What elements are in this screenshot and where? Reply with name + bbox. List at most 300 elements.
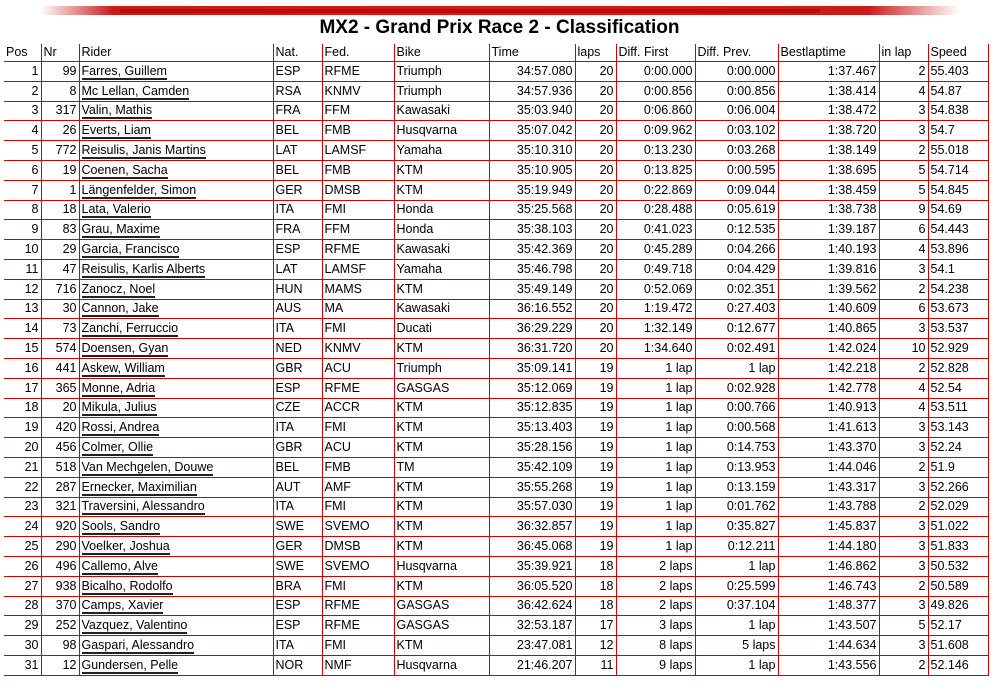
rider-link[interactable]: Everts, Liam [81, 123, 151, 138]
cell-bike: KTM [394, 339, 489, 359]
rider-link[interactable]: Voelker, Joshua [81, 539, 170, 554]
cell-fed: FMI [322, 319, 394, 339]
cell-laps: 17 [575, 616, 616, 636]
cell-bestlaptime: 1:38.720 [778, 121, 879, 141]
cell-diff-first: 1 lap [616, 537, 695, 557]
cell-bestlaptime: 1:48.377 [778, 596, 879, 616]
header-nat: Nat. [273, 44, 322, 62]
cell-rider [79, 160, 273, 180]
cell-pos: 24 [4, 517, 41, 537]
cell-in-lap: 10 [879, 339, 928, 359]
cell-fed: ACU [322, 358, 394, 378]
cell-laps: 19 [575, 517, 616, 537]
rider-link[interactable]: Rossi, Andrea [81, 420, 160, 435]
cell-bestlaptime: 1:46.743 [778, 576, 879, 596]
table-row [4, 537, 988, 557]
cell-bestlaptime: 1:40.865 [778, 319, 879, 339]
cell-laps: 19 [575, 497, 616, 517]
cell-diff-first: 1 lap [616, 497, 695, 517]
cell-laps: 20 [575, 279, 616, 299]
cell-diff-prev: 0:06.004 [695, 101, 778, 121]
cell-nat: GBR [273, 438, 322, 458]
header-rider: Rider [79, 44, 273, 62]
cell-time: 35:28.156 [489, 438, 575, 458]
cell-speed: 51.022 [928, 517, 988, 537]
cell-bike: Yamaha [394, 259, 489, 279]
cell-diff-prev: 0:02.351 [695, 279, 778, 299]
cell-bestlaptime: 1:43.556 [778, 655, 879, 675]
cell-diff-first: 8 laps [616, 636, 695, 656]
cell-fed: KNMV [322, 81, 394, 101]
cell-nat: SWE [273, 517, 322, 537]
table-row [4, 121, 988, 141]
cell-time: 35:55.268 [489, 477, 575, 497]
cell-diff-first: 0:22.869 [616, 180, 695, 200]
cell-time: 35:39.921 [489, 556, 575, 576]
cell-nat: FRA [273, 220, 322, 240]
cell-nat: AUS [273, 299, 322, 319]
cell-bike: KTM [394, 180, 489, 200]
table-row [4, 418, 988, 438]
rider-link[interactable]: Grau, Maxime [81, 222, 160, 237]
rider-link[interactable]: Colmer, Ollie [81, 440, 154, 455]
cell-diff-first: 0:00.000 [616, 62, 695, 82]
cell-diff-first: 2 laps [616, 576, 695, 596]
cell-fed: RFME [322, 596, 394, 616]
rider-link[interactable]: Askew, William [81, 360, 165, 375]
table-row [4, 497, 988, 517]
cell-diff-first: 0:06.860 [616, 101, 695, 121]
cell-laps: 20 [575, 101, 616, 121]
table-row [4, 141, 988, 161]
cell-rider [79, 101, 273, 121]
cell-nat: ITA [273, 319, 322, 339]
cell-speed: 54.87 [928, 81, 988, 101]
cell-bike: KTM [394, 477, 489, 497]
cell-fed: SVEMO [322, 556, 394, 576]
rider-link[interactable]: Gundersen, Pelle [81, 657, 179, 672]
cell-laps: 20 [575, 180, 616, 200]
rider-link[interactable]: Reisulis, Janis Martins [81, 143, 206, 158]
table-row [4, 517, 988, 537]
rider-link[interactable]: Zanocz, Noel [81, 281, 156, 296]
cell-speed: 53.511 [928, 398, 988, 418]
cell-diff-prev: 0:04.266 [695, 240, 778, 260]
cell-diff-first: 1 lap [616, 378, 695, 398]
cell-speed: 51.9 [928, 457, 988, 477]
table-row [4, 556, 988, 576]
header-fed: Fed. [322, 44, 394, 62]
cell-speed: 52.828 [928, 358, 988, 378]
cell-diff-first: 0:45.289 [616, 240, 695, 260]
cell-diff-first: 1 lap [616, 457, 695, 477]
table-row [4, 477, 988, 497]
table-row [4, 220, 988, 240]
rider-link[interactable]: Doensen, Gyan [81, 341, 169, 356]
cell-nr: 252 [41, 616, 79, 636]
cell-bestlaptime: 1:42.218 [778, 358, 879, 378]
cell-rider [79, 517, 273, 537]
cell-bike: KTM [394, 517, 489, 537]
rider-link[interactable]: Ernecker, Maximilian [81, 479, 197, 494]
cell-bike: KTM [394, 497, 489, 517]
cell-nr: 456 [41, 438, 79, 458]
cell-nr: 19 [41, 160, 79, 180]
table-row [4, 299, 988, 319]
cell-bestlaptime: 1:38.472 [778, 101, 879, 121]
cell-pos: 17 [4, 378, 41, 398]
cell-diff-first: 0:28.488 [616, 200, 695, 220]
cell-in-lap: 3 [879, 537, 928, 557]
cell-rider [79, 636, 273, 656]
cell-bestlaptime: 1:38.149 [778, 141, 879, 161]
cell-speed: 49.826 [928, 596, 988, 616]
cell-rider [79, 457, 273, 477]
cell-fed: FMI [322, 636, 394, 656]
cell-bike: TM [394, 457, 489, 477]
cell-bestlaptime: 1:45.837 [778, 517, 879, 537]
header-pos: Pos [4, 44, 41, 62]
cell-rider [79, 319, 273, 339]
cell-bestlaptime: 1:39.562 [778, 279, 879, 299]
cell-in-lap: 3 [879, 517, 928, 537]
cell-nr: 321 [41, 497, 79, 517]
cell-rider [79, 299, 273, 319]
cell-speed: 54.443 [928, 220, 988, 240]
cell-nat: HUN [273, 279, 322, 299]
cell-fed: FMI [322, 418, 394, 438]
cell-diff-first: 1 lap [616, 358, 695, 378]
rider-link[interactable]: Coenen, Sacha [81, 162, 168, 177]
cell-diff-first: 1 lap [616, 418, 695, 438]
cell-bestlaptime: 1:39.816 [778, 259, 879, 279]
cell-speed: 51.833 [928, 537, 988, 557]
cell-in-lap: 5 [879, 180, 928, 200]
cell-diff-prev: 0:12.211 [695, 537, 778, 557]
cell-rider [79, 81, 273, 101]
cell-bike: Kawasaki [394, 101, 489, 121]
cell-rider [79, 616, 273, 636]
rider-link[interactable]: Lata, Valerio [81, 202, 151, 217]
cell-bike: Triumph [394, 358, 489, 378]
classification-table [4, 44, 989, 676]
cell-diff-first: 3 laps [616, 616, 695, 636]
cell-nr: 370 [41, 596, 79, 616]
cell-in-lap: 3 [879, 636, 928, 656]
header-laps: laps [575, 44, 616, 62]
rider-link[interactable]: Garcia, Francisco [81, 242, 180, 257]
rider-link[interactable]: Vazquez, Valentino [81, 618, 188, 633]
table-row [4, 576, 988, 596]
cell-diff-first: 1 lap [616, 398, 695, 418]
cell-nat: ESP [273, 62, 322, 82]
cell-pos: 31 [4, 655, 41, 675]
rider-link[interactable]: Monne, Adria [81, 380, 156, 395]
cell-pos: 25 [4, 537, 41, 557]
rider-link[interactable]: Van Mechgelen, Douwe [81, 459, 214, 474]
cell-speed: 53.537 [928, 319, 988, 339]
cell-laps: 19 [575, 457, 616, 477]
rider-link[interactable]: Sools, Sandro [81, 519, 161, 534]
cell-bestlaptime: 1:43.317 [778, 477, 879, 497]
cell-rider [79, 477, 273, 497]
cell-laps: 12 [575, 636, 616, 656]
cell-pos: 4 [4, 121, 41, 141]
cell-bestlaptime: 1:41.613 [778, 418, 879, 438]
cell-in-lap: 6 [879, 299, 928, 319]
cell-rider [79, 418, 273, 438]
cell-bestlaptime: 1:40.913 [778, 398, 879, 418]
cell-fed: FMB [322, 121, 394, 141]
rider-link[interactable]: Cannon, Jake [81, 301, 159, 316]
table-row [4, 259, 988, 279]
cell-in-lap: 3 [879, 418, 928, 438]
rider-link[interactable]: Reisulis, Karlis Alberts [81, 261, 206, 276]
cell-bike: KTM [394, 576, 489, 596]
cell-diff-first: 0:41.023 [616, 220, 695, 240]
cell-time: 35:46.798 [489, 259, 575, 279]
cell-time: 35:10.310 [489, 141, 575, 161]
cell-diff-prev: 1 lap [695, 556, 778, 576]
cell-diff-prev: 0:35.827 [695, 517, 778, 537]
cell-in-lap: 3 [879, 101, 928, 121]
cell-time: 35:13.403 [489, 418, 575, 438]
cell-pos: 22 [4, 477, 41, 497]
cell-bestlaptime: 1:43.507 [778, 616, 879, 636]
cell-nat: BEL [273, 121, 322, 141]
cell-diff-first: 1 lap [616, 477, 695, 497]
cell-pos: 11 [4, 259, 41, 279]
cell-laps: 20 [575, 160, 616, 180]
cell-rider [79, 497, 273, 517]
rider-link[interactable]: Gaspari, Alessandro [81, 638, 195, 652]
header-in-lap: in lap [879, 44, 928, 62]
cell-in-lap: 3 [879, 596, 928, 616]
rider-link[interactable]: Callemo, Alve [81, 558, 158, 573]
cell-fed: ACU [322, 438, 394, 458]
cell-bike: Ducati [394, 319, 489, 339]
cell-laps: 19 [575, 537, 616, 557]
cell-diff-prev: 0:13.953 [695, 457, 778, 477]
cell-nr: 20 [41, 398, 79, 418]
cell-time: 36:29.229 [489, 319, 575, 339]
cell-pos: 16 [4, 358, 41, 378]
cell-fed: SVEMO [322, 517, 394, 537]
cell-time: 36:16.552 [489, 299, 575, 319]
cell-bike: KTM [394, 160, 489, 180]
cell-time: 36:05.520 [489, 576, 575, 596]
cell-pos: 12 [4, 279, 41, 299]
cell-speed: 52.24 [928, 438, 988, 458]
cell-bestlaptime: 1:43.788 [778, 497, 879, 517]
cell-time: 35:12.835 [489, 398, 575, 418]
cell-in-lap: 2 [879, 655, 928, 675]
cell-diff-prev: 0:37.104 [695, 596, 778, 616]
cell-in-lap: 2 [879, 576, 928, 596]
cell-in-lap: 4 [879, 378, 928, 398]
cell-rider [79, 596, 273, 616]
rider-link[interactable]: Camps, Xavier [81, 598, 164, 613]
cell-rider [79, 62, 273, 82]
cell-diff-first: 0:13.230 [616, 141, 695, 161]
cell-rider [79, 339, 273, 359]
cell-speed: 50.532 [928, 556, 988, 576]
cell-diff-first: 1:32.149 [616, 319, 695, 339]
rider-link[interactable]: Valin, Mathis [81, 103, 153, 118]
cell-diff-prev: 0:02.491 [695, 339, 778, 359]
cell-rider [79, 655, 273, 675]
cell-nat: NED [273, 339, 322, 359]
rider-link[interactable]: Bicalho, Rodolfo [81, 578, 173, 593]
cell-diff-prev: 0:01.762 [695, 497, 778, 517]
cell-nat: GBR [273, 358, 322, 378]
cell-bike: Husqvarna [394, 655, 489, 675]
cell-bestlaptime: 1:42.024 [778, 339, 879, 359]
table-row [4, 398, 988, 418]
table-body [4, 62, 988, 676]
cell-laps: 18 [575, 596, 616, 616]
cell-pos: 14 [4, 319, 41, 339]
cell-laps: 20 [575, 220, 616, 240]
table-row [4, 596, 988, 616]
cell-nat: BEL [273, 457, 322, 477]
cell-fed: MA [322, 299, 394, 319]
rider-link[interactable]: Farres, Guillem [81, 63, 167, 78]
cell-nat: ESP [273, 378, 322, 398]
cell-speed: 53.896 [928, 240, 988, 260]
cell-time: 35:03.940 [489, 101, 575, 121]
cell-pos: 29 [4, 616, 41, 636]
table-row [4, 200, 988, 220]
cell-pos: 27 [4, 576, 41, 596]
rider-link[interactable]: Zanchi, Ferruccio [81, 321, 179, 336]
cell-diff-first: 1:19.472 [616, 299, 695, 319]
cell-diff-prev: 1 lap [695, 616, 778, 636]
cell-in-lap: 2 [879, 358, 928, 378]
cell-time: 34:57.080 [489, 62, 575, 82]
cell-rider [79, 358, 273, 378]
cell-fed: FMI [322, 200, 394, 220]
page-title: MX2 - Grand Prix Race 2 - Classification [319, 17, 680, 38]
cell-fed: RFME [322, 240, 394, 260]
cell-diff-prev: 0:27.403 [695, 299, 778, 319]
cell-nat: FRA [273, 101, 322, 121]
cell-rider [79, 438, 273, 458]
cell-pos: 13 [4, 299, 41, 319]
table-row [4, 636, 988, 656]
cell-nr: 938 [41, 576, 79, 596]
table-row [4, 438, 988, 458]
cell-bike: KTM [394, 636, 489, 656]
cell-bike: Yamaha [394, 141, 489, 161]
cell-rider [79, 556, 273, 576]
cell-laps: 20 [575, 62, 616, 82]
cell-laps: 11 [575, 655, 616, 675]
cell-time: 35:42.369 [489, 240, 575, 260]
cell-in-lap: 2 [879, 497, 928, 517]
cell-bestlaptime: 1:44.180 [778, 537, 879, 557]
cell-bestlaptime: 1:40.609 [778, 299, 879, 319]
cell-nat: NOR [273, 655, 322, 675]
cell-time: 35:12.069 [489, 378, 575, 398]
cell-nr: 8 [41, 81, 79, 101]
cell-nr: 772 [41, 141, 79, 161]
cell-pos: 9 [4, 220, 41, 240]
cell-diff-prev: 0:14.753 [695, 438, 778, 458]
cell-in-lap: 6 [879, 220, 928, 240]
cell-in-lap: 2 [879, 457, 928, 477]
header-diff-first: Diff. First [616, 44, 695, 62]
cell-in-lap: 4 [879, 398, 928, 418]
cell-diff-prev: 0:00.568 [695, 418, 778, 438]
table-row [4, 62, 988, 82]
cell-bestlaptime: 1:43.370 [778, 438, 879, 458]
cell-nat: ITA [273, 200, 322, 220]
cell-speed: 54.1 [928, 259, 988, 279]
cell-nr: 317 [41, 101, 79, 121]
cell-nr: 18 [41, 200, 79, 220]
cell-bike: Husqvarna [394, 121, 489, 141]
cell-nat: ESP [273, 596, 322, 616]
cell-fed: FMB [322, 457, 394, 477]
cell-laps: 19 [575, 378, 616, 398]
cell-rider [79, 576, 273, 596]
cell-fed: MAMS [322, 279, 394, 299]
cell-bike: Honda [394, 200, 489, 220]
cell-nr: 290 [41, 537, 79, 557]
cell-laps: 18 [575, 556, 616, 576]
cell-pos: 1 [4, 62, 41, 82]
cell-diff-prev: 0:25.599 [695, 576, 778, 596]
table-row [4, 339, 988, 359]
cell-laps: 19 [575, 477, 616, 497]
rider-link[interactable]: Traversini, Alessandro [81, 499, 205, 514]
cell-diff-first: 2 laps [616, 596, 695, 616]
cell-nat: GER [273, 180, 322, 200]
cell-speed: 54.238 [928, 279, 988, 299]
cell-fed: ACCR [322, 398, 394, 418]
cell-pos: 26 [4, 556, 41, 576]
cell-laps: 20 [575, 259, 616, 279]
cell-fed: KNMV [322, 339, 394, 359]
cell-bike: GASGAS [394, 378, 489, 398]
cell-laps: 20 [575, 299, 616, 319]
cell-nr: 496 [41, 556, 79, 576]
cell-time: 35:19.949 [489, 180, 575, 200]
table-row [4, 279, 988, 299]
rider-link[interactable]: Mc Lellan, Camden [81, 83, 190, 98]
cell-time: 21:46.207 [489, 655, 575, 675]
cell-diff-first: 0:13.825 [616, 160, 695, 180]
cell-diff-prev: 0:03.268 [695, 141, 778, 161]
cell-diff-first: 0:00.856 [616, 81, 695, 101]
cell-pos: 7 [4, 180, 41, 200]
cell-pos: 23 [4, 497, 41, 517]
cell-nr: 518 [41, 457, 79, 477]
cell-in-lap: 9 [879, 200, 928, 220]
cell-bestlaptime: 1:38.695 [778, 160, 879, 180]
cell-nr: 365 [41, 378, 79, 398]
cell-laps: 19 [575, 438, 616, 458]
header-brush-stroke-accent [120, 9, 820, 13]
cell-rider [79, 141, 273, 161]
table-row [4, 457, 988, 477]
rider-link[interactable]: Längenfelder, Simon [81, 182, 197, 197]
rider-link[interactable]: Mikula, Julius [81, 400, 157, 415]
cell-laps: 19 [575, 358, 616, 378]
cell-nat: ITA [273, 418, 322, 438]
cell-speed: 53.143 [928, 418, 988, 438]
